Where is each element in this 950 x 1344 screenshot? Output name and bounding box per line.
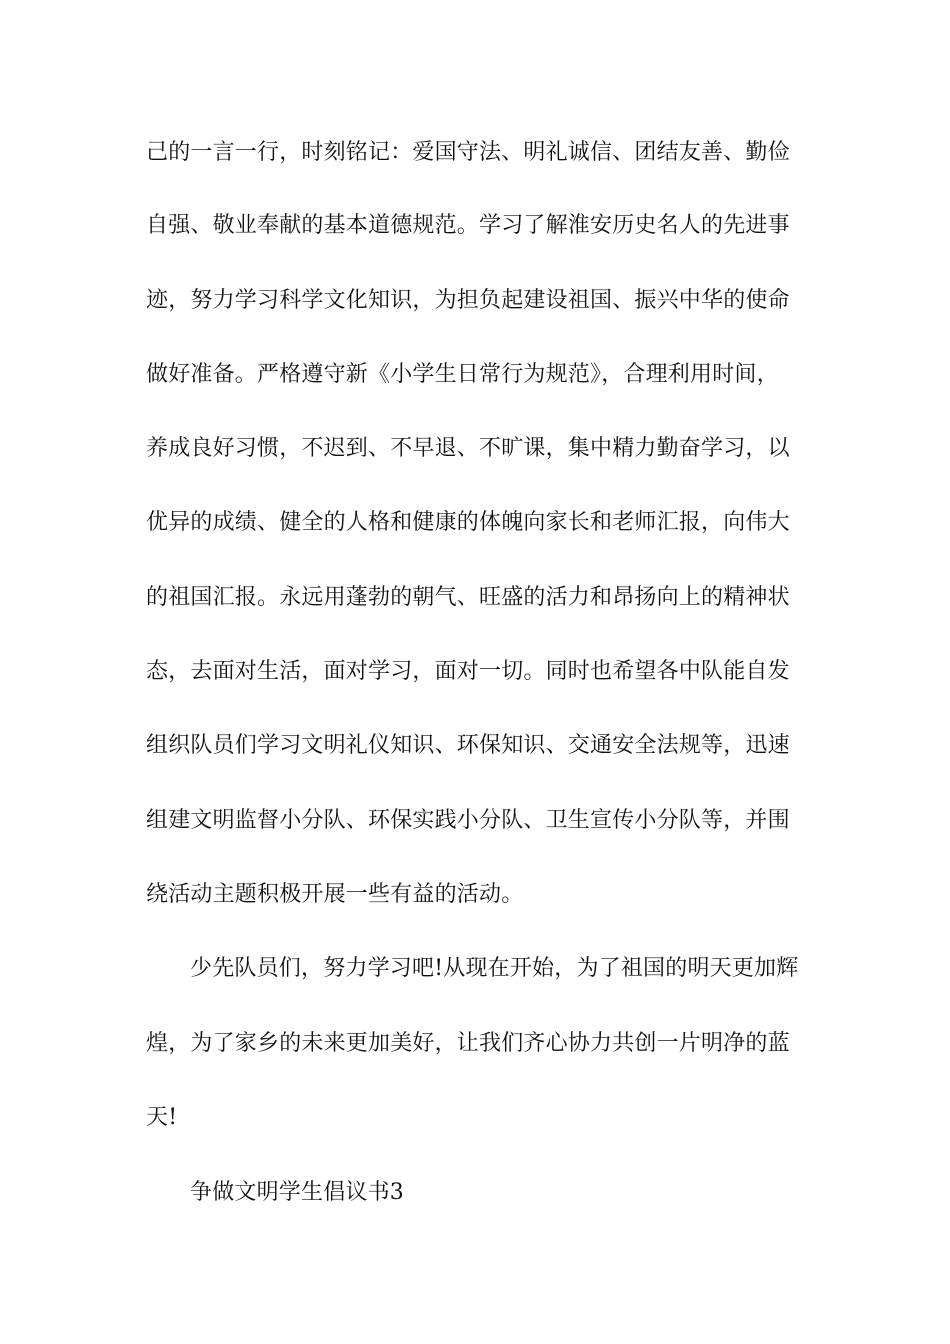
paragraph-line-14: 天!	[146, 1105, 178, 1130]
paragraph-line-9: 组织队员们学习文明礼仪知识、环保知识、交通安全法规等，迅速	[146, 733, 790, 758]
paragraph-line-11: 绕活动主题积极开展一些有益的活动。	[146, 882, 524, 907]
paragraph-line-12: 少先队员们，努力学习吧!从现在开始，为了祖国的明天更加辉	[190, 956, 799, 981]
paragraph-line-8: 态，去面对生活，面对学习，面对一切。同时也希望各中队能自发	[146, 659, 790, 684]
paragraph-line-5: 养成良好习惯，不迟到、不早退、不旷课，集中精力勤奋学习，以	[146, 436, 790, 461]
paragraph-line-7: 的祖国汇报。永远用蓬勃的朝气、旺盛的活力和昂扬向上的精神状	[146, 585, 790, 610]
paragraph-line-2: 自强、敬业奉献的基本道德规范。学习了解淮安历史名人的先进事	[146, 213, 790, 238]
paragraph-line-1: 己的一言一行，时刻铭记：爱国守法、明礼诚信、团结友善、勤俭	[146, 140, 790, 165]
section-heading: 争做文明学生倡议书3	[190, 1180, 404, 1205]
paragraph-line-3: 迹，努力学习科学文化知识，为担负起建设祖国、振兴中华的使命	[146, 288, 790, 313]
paragraph-line-13: 煌，为了家乡的未来更加美好，让我们齐心协力共创一片明净的蓝	[146, 1031, 790, 1056]
paragraph-line-10: 组建文明监督小分队、环保实践小分队、卫生宣传小分队等，并围	[146, 808, 790, 833]
paragraph-line-4: 做好准备。严格遵守新《小学生日常行为规范》，合理利用时间，	[146, 362, 779, 387]
paragraph-line-6: 优异的成绩、健全的人格和健康的体魄向家长和老师汇报，向伟大	[146, 510, 790, 535]
